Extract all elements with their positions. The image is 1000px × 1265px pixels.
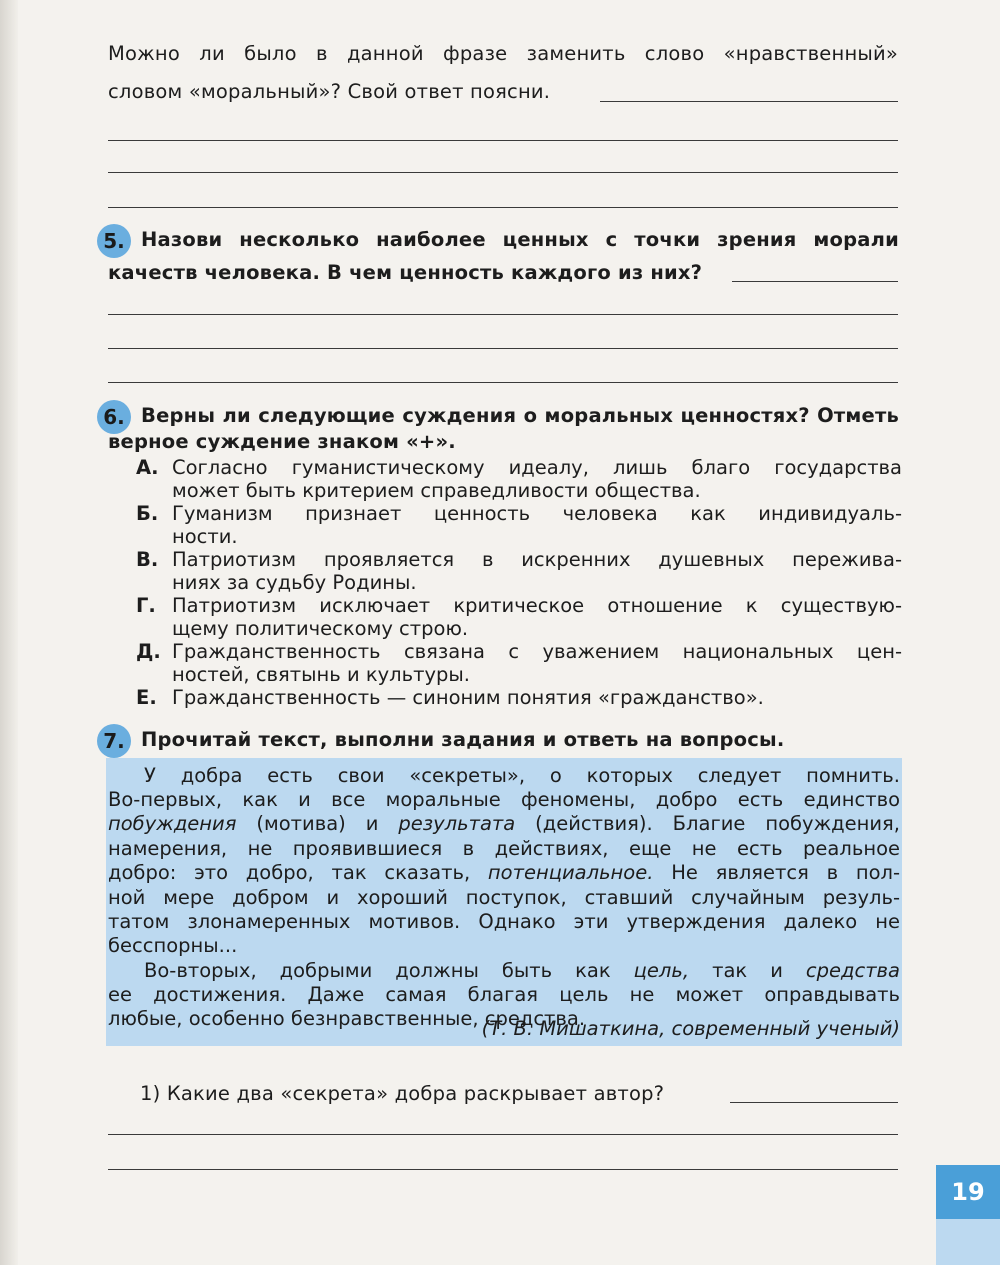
option-g[interactable]: Г. Патриотизм исключает критическое отношение к существую- щему политическому строю. [136,594,902,640]
quote-line: добро: это добро, так сказать, потенциальное. Не является в пол- [108,861,900,884]
question-1: 1) Какие два «секрета» добра раскрывает автор? [140,1082,665,1105]
answer-line[interactable] [108,207,898,208]
answer-line[interactable] [108,314,898,315]
answer-line[interactable] [108,1169,898,1170]
quote-line: татом злонамеренных мотивов. Однако эти утверждения далеко не [108,910,900,933]
task-number-badge: 7. [97,724,131,758]
answer-line[interactable] [108,382,898,383]
quote-line: У добра есть свои «секреты», о которых следует помнить. [144,764,900,787]
answer-line[interactable] [732,281,898,282]
task5-line-2: качеств человека. В чем ценность каждого из них? [108,261,703,284]
answer-line[interactable] [730,1102,898,1103]
answer-line[interactable] [108,140,898,141]
option-d[interactable]: Д. Гражданственность связана с уважением национальных цен- ностей, святынь и культуры. [136,640,902,686]
quote-author: (Т. В. Мишаткина, современный ученый) [481,1017,900,1040]
answer-line[interactable] [600,101,898,102]
option-b[interactable]: Б. Гуманизм признает ценность человека как индивидуаль- ности. [136,502,902,548]
intro-line-1: Можно ли было в данной фразе заменить слово «нравственный» [108,42,898,65]
task-number-badge: 6. [97,400,131,434]
quote-line: ной мере добром и хороший поступок, ставший случайным резуль- [108,886,900,909]
quote-line: Во-вторых, добрыми должны быть как цель, так и средства [144,959,900,982]
answer-line[interactable] [108,348,898,349]
quote-line: любые, особенно безнравственные, средства. [108,1007,586,1030]
option-a[interactable]: А. Согласно гуманистическому идеалу, лишь благо государства может быть критерием справедливости общества. [136,456,902,502]
task7-title: Прочитай текст, выполни задания и ответь на вопросы. [141,728,785,751]
task6-line-1: Верны ли следующие суждения о моральных ценностях? Отметь [141,404,899,427]
answer-line[interactable] [108,172,898,173]
quote-line: бесспорны... [108,934,238,957]
answer-line[interactable] [108,1134,898,1135]
quote-line: намерения, не проявившиеся в действиях, еще не есть реальное [108,837,900,860]
page-tab-strip [936,1219,1000,1265]
intro-line-2: словом «моральный»? Свой ответ поясни. [108,80,551,103]
page-spine-shadow [0,0,18,1265]
task6-line-2: верное суждение знаком «+». [108,430,456,453]
quote-line: побуждения (мотива) и результата (действия). Благие побуждения, [108,812,900,835]
option-e[interactable]: Е. Гражданственность — синоним понятия «гражданство». [136,686,764,709]
option-v[interactable]: В. Патриотизм проявляется в искренних душевных пережива- ниях за судьбу Родины. [136,548,902,594]
quote-line: ее достижения. Даже самая благая цель не может оправдывать [108,983,900,1006]
task5-line-1: Назови несколько наиболее ценных с точки зрения морали [141,228,899,251]
task-number-badge: 5. [97,224,131,258]
quote-line: Во-первых, как и все моральные феномены, добро есть единство [108,788,900,811]
page-number: 19 [936,1165,1000,1219]
